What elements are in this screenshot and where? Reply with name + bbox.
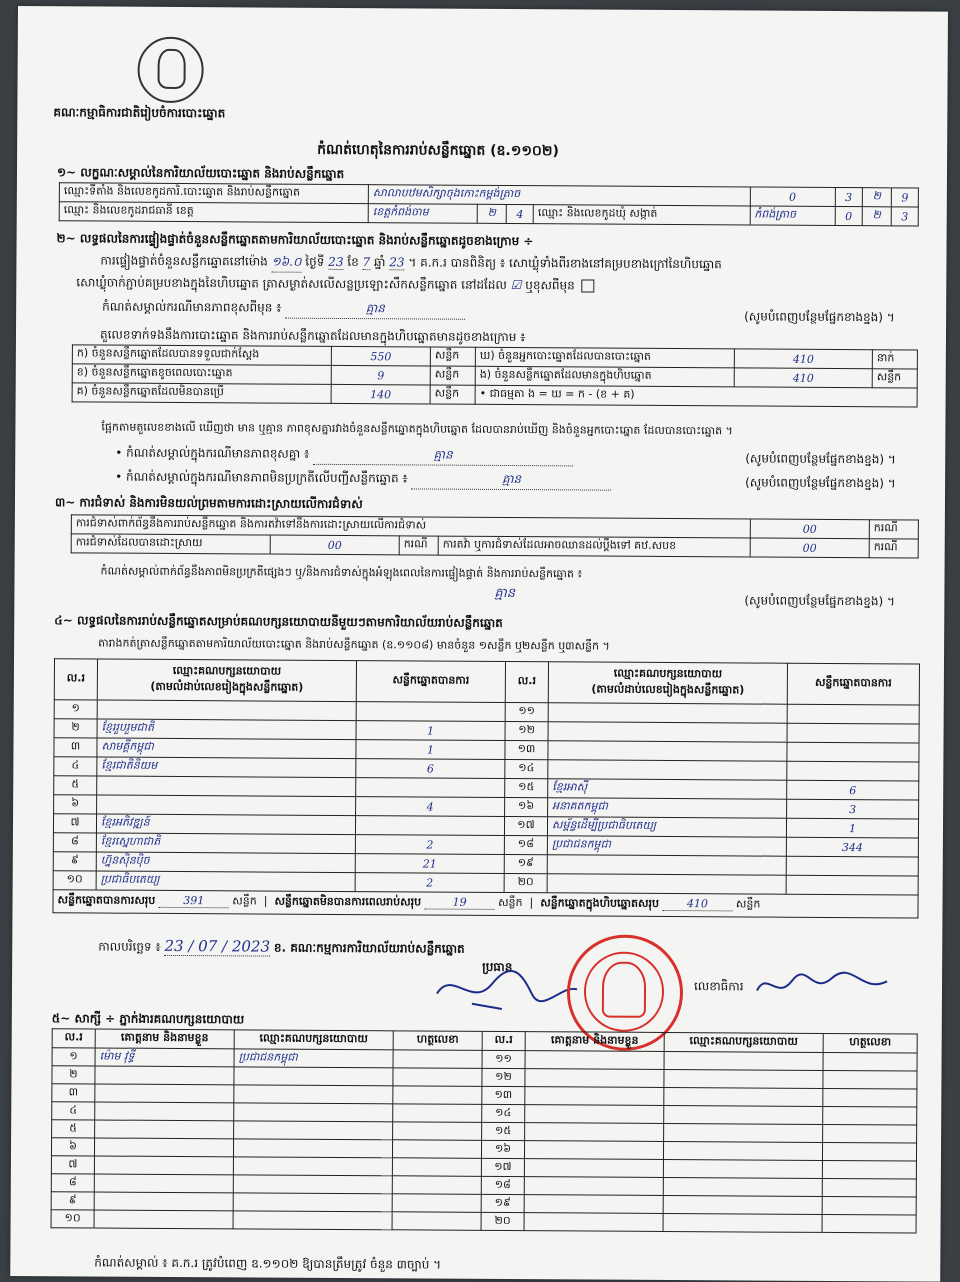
result-party: ខ្មែរជាតិនិយម — [97, 757, 356, 778]
unused-label: គ) ចំនួនសន្លឹកឆ្នោតដែលមិនបានប្រើ — [72, 383, 331, 404]
result-party-right — [547, 874, 786, 894]
resolved-unit: ករណី — [399, 536, 438, 555]
objection-note-label: កំណត់សម្គាល់ពាក់ព័ន្ធនឹងភាពមិនប្រក្រតីផ្សេងៗ ឬ/និងការជំទាស់ក្នុងអំឡុងពេលនៃការផ្ទៀងផ្ទាត់ និងការរាប់សន្លឹកឆ្នោត ៖ — [100, 564, 583, 581]
witness-party-right — [663, 1213, 822, 1232]
result-votes: 2 — [355, 835, 504, 855]
verify-line1-tail: ។ គ.ក.រ បានពិនិត្យ ៖ សោឃ្លុំទាំងពីរខាងនៅគម្របខាងក្រៅនៃហិបឆ្នោត — [408, 255, 722, 272]
witness-no-right: ១៣ — [482, 1086, 525, 1104]
diff-note — [115, 445, 573, 467]
col-no-right: ល.រ — [505, 661, 548, 702]
witness-table — [51, 1028, 918, 1233]
verify-year: 23 — [389, 255, 405, 270]
w-col-no-right: ល.រ — [482, 1031, 525, 1050]
same-checkbox[interactable]: ☑ — [510, 278, 522, 293]
verify-year-label: ឆ្នាំ — [374, 255, 386, 270]
result-no: ៤ — [54, 757, 97, 776]
result-party-right — [548, 760, 787, 780]
col-votes: សន្លឹកឆ្នោតបានការ — [356, 661, 505, 703]
objection-note-hint: (សូមបំពេញបន្ថែមផ្នែកខាងខ្នង) ។ — [744, 593, 896, 609]
result-no: ៨ — [53, 833, 96, 852]
witness-name-right — [525, 1123, 664, 1142]
received-label: ក) ចំនួនសន្លឹកឆ្នោតដែលបានទទួលជាក់ស្តែង — [72, 345, 331, 366]
witness-party — [234, 1085, 393, 1104]
total-invalid-label: សន្លឹកឆ្នោតមិនបានការពេលរាប់សរុប — [274, 894, 422, 909]
station-code-2: 3 — [835, 187, 862, 206]
total-box: 410 — [662, 897, 732, 911]
changed-checkbox[interactable] — [582, 279, 595, 292]
objection-value: 00 — [750, 519, 869, 539]
party-results-table — [52, 658, 920, 918]
result-party: ខ្មែរស្នេហាជាតិ — [96, 833, 355, 854]
witness-no-right: ១៨ — [481, 1176, 524, 1194]
date-label: កាលបរិច្ឆេទ ៖ — [98, 939, 161, 954]
diff-note-label: • កំណត់សម្គាល់ក្នុងករណីមានភាពខុសគ្នា ៖ — [115, 445, 310, 461]
verify-line1 — [100, 253, 721, 276]
spoiled-label: ខ) ចំនួនសន្លឹកឆ្នោតខូចពេលបោះឆ្នោត — [72, 364, 331, 385]
result-votes-right: 1 — [786, 818, 918, 838]
verify-month-label: ខែ — [347, 255, 359, 270]
w-col-no: ល.រ — [52, 1029, 95, 1048]
witness-name-right — [524, 1159, 663, 1178]
section3-heading: ៣~ ការជំទាស់ និងការមិនយល់ព្រមតាមការដោះស្រាយលើការជំទាស់ — [54, 495, 363, 512]
col-party-right-title: ឈ្មោះគណបក្សនយោបាយ — [613, 666, 723, 681]
witness-sign-right — [822, 1214, 916, 1233]
result-party: ខ្មែររួបរួមជាតិ — [97, 719, 356, 740]
witness-sign — [392, 1212, 481, 1231]
witness-party — [234, 1121, 393, 1140]
result-no-right: ១៦ — [505, 797, 548, 816]
result-no: ៣ — [54, 738, 97, 757]
result-no-right: ១៣ — [505, 740, 548, 759]
witness-sign-right — [823, 1070, 917, 1089]
result-votes — [356, 702, 505, 722]
w-col-sign-right: ហត្ថលេខា — [823, 1033, 917, 1053]
commune-code-1: 0 — [835, 206, 862, 225]
witness-name — [94, 1174, 233, 1193]
witness-sign — [393, 1050, 482, 1069]
witness-sign — [392, 1194, 481, 1213]
appeal-value: 00 — [750, 538, 869, 558]
result-party: ខ្មែរអភិវឌ្ឍន៍ — [96, 814, 355, 835]
result-no-right: ១៧ — [504, 816, 547, 835]
witness-party-right — [664, 1069, 823, 1088]
change-note-label: កំណត់សម្គាល់ករណីមានភាពខុសពីមុន ៖ — [102, 299, 282, 315]
result-votes-right — [786, 856, 918, 876]
verify-time-label: ការផ្ទៀងផ្ទាត់ចំនួនសន្លឹកឆ្នោតនៅម៉ោង — [100, 253, 268, 269]
result-votes: 1 — [356, 740, 505, 760]
station-code-3: ២ — [862, 188, 891, 207]
witness-sign — [393, 1104, 482, 1123]
witness-party-right — [663, 1195, 822, 1214]
result-no-right: ២០ — [504, 873, 547, 892]
total-invalid-unit: សន្លឹក — [498, 895, 523, 910]
objection-table — [71, 514, 919, 558]
witness-name-right — [525, 1051, 664, 1070]
result-party-right: សម្ព័ន្ធដើម្បីប្រជាធិបតេយ្យ — [547, 817, 786, 837]
witness-party-right — [663, 1159, 822, 1178]
result-votes — [356, 778, 505, 798]
irreg-note-value: គ្មាន — [411, 470, 611, 490]
result-party — [97, 795, 356, 816]
result-votes-right: 6 — [787, 780, 919, 800]
witness-sign-right — [822, 1178, 916, 1197]
witness-sign-right — [822, 1160, 916, 1179]
result-no: ៦ — [54, 795, 97, 814]
witness-sign — [392, 1140, 481, 1159]
verify-line2-text: សោឃ្លុំចាក់ភ្ជាប់គម្របខាងក្នុងនៃហិបឆ្នោត ត្រាសម្ងាត់សលើសន្លប្រឡោះសឹកសន្លឹកឆ្នោត នៅដដែល — [76, 275, 507, 292]
committee-label: ខ. គណៈកម្មការការិយាល័យរាប់សន្លឹកឆ្នោត — [273, 940, 465, 956]
voters-label: ឃ) ចំនួនអ្នកបោះឆ្នោតដែលបានបោះឆ្នោត — [475, 347, 734, 368]
witness-party-right — [664, 1087, 823, 1106]
verify-day: 23 — [328, 254, 344, 269]
witness-name-right — [524, 1141, 663, 1160]
witness-name — [95, 1066, 234, 1085]
date-line — [98, 937, 465, 959]
objection-note-value: គ្មាន — [494, 585, 516, 602]
total-valid-unit: សន្លឹក — [232, 894, 257, 908]
witness-sign-right — [823, 1088, 917, 1107]
total-box-label: សន្លឹកឆ្នោតក្នុងហិបឆ្នោតសរុប — [540, 896, 659, 910]
col-votes-right: សន្លឹកឆ្នោតបានការ — [787, 663, 919, 705]
witness-sign-right — [823, 1106, 917, 1125]
result-votes — [355, 816, 504, 836]
witness-no: ៨ — [51, 1174, 94, 1192]
witness-name-right — [525, 1087, 664, 1106]
witness-name — [94, 1156, 233, 1175]
col-party-title: ឈ្មោះគណបក្សនយោបាយ — [172, 663, 282, 678]
province-label: ឈ្មោះ និងលេខកូដរាជធានី ខេត្ត — [59, 202, 368, 223]
result-votes: 4 — [356, 797, 505, 817]
date-value: 23 / 07 / 2023 — [164, 936, 271, 956]
province-value: ខេត្តកំពង់ចាម — [368, 204, 477, 224]
witness-no-right: ២០ — [481, 1212, 524, 1230]
station-code-1: 0 — [750, 187, 835, 207]
witness-name-right — [524, 1213, 663, 1232]
result-votes-right — [787, 761, 919, 781]
witness-no: ៥ — [52, 1120, 95, 1138]
result-no: ១ — [54, 700, 97, 719]
commune-value: កំពង់ត្រាច — [750, 206, 835, 226]
result-votes-right — [787, 704, 919, 724]
witness-no: ១ — [52, 1048, 95, 1066]
witness-name — [95, 1084, 234, 1103]
nec-emblem-icon — [137, 37, 203, 103]
irreg-note — [115, 469, 611, 491]
secretary-signature-icon — [752, 966, 892, 1007]
w-col-name: គោត្តនាម និងនាមខ្លួន — [95, 1029, 234, 1049]
station-label: ឈ្មោះទីតាំង និងលេខកូដការិ.បោះឆ្នោត និងរាប់សន្លឹកឆ្នោត — [59, 183, 368, 204]
result-votes-right — [787, 742, 919, 762]
location-table — [59, 182, 919, 226]
section4-heading: ៤~ លទ្ធផលនៃការរាប់សន្លឹកឆ្នោតសម្រាប់គណបក្សនយោបាយនីមួយៗតាមការិយាល័យរាប់សន្លឹកឆ្នោត — [54, 613, 503, 630]
witness-party — [233, 1175, 392, 1194]
spoiled-unit: សន្លឹក — [430, 366, 475, 385]
verify-day-label: ថ្ងៃទី — [305, 254, 325, 269]
compare-line: ផ្អែកតាមតួលេខខាងលើ ឃើញថា មាន ឬគ្មាន ភាពខុសគ្នារវាងចំនួនសន្លឹកឆ្នោតក្នុងហិបឆ្នោត ដែលបានរាប់ឃើញ និងចំនួនអ្នកបោះឆ្នោត ដែលបានបោះឆ្នោត ។ — [101, 420, 733, 438]
unused-value: 140 — [331, 384, 430, 404]
province-code-1: ២ — [477, 204, 506, 223]
result-votes: 1 — [356, 721, 505, 741]
org-name: គណៈកម្មាធិការជាតិរៀបចំការបោះឆ្នោត — [53, 105, 226, 121]
station-value: សាលាបឋមសិក្សាចុងកោះកម្ពង់ត្រាច — [368, 185, 750, 206]
witness-sign-right — [823, 1052, 917, 1071]
irreg-note-label: • កំណត់សម្គាល់ក្នុងករណីមានភាពមិនប្រក្រតីលើបញ្ជីសន្លឹកឆ្នោត ៖ — [115, 469, 408, 486]
witness-no: ៤ — [52, 1102, 95, 1120]
appeal-label: ការតវ៉ា ឬការជំទាស់ដែលអាចឈានដល់ប្តឹងទៅ គឋ.សបខ — [438, 536, 750, 557]
witness-name — [94, 1210, 233, 1229]
ballot-count-table — [72, 344, 918, 407]
witness-no-right: ១៤ — [482, 1104, 525, 1122]
result-votes: 21 — [355, 854, 504, 874]
witness-no: ៧ — [51, 1156, 94, 1174]
voters-unit: នាក់ — [872, 350, 917, 369]
result-party: ហ្វ៊ុនស៊ិនប៉ិច — [96, 852, 355, 873]
form-sheet — [10, 6, 948, 1282]
w-col-name-right: គោត្តនាម និងនាមខ្លួន — [525, 1032, 664, 1052]
tally-intro: តារាងកត់ត្រាសន្លឹកឆ្នោតតាមការិយាល័យបោះឆ្នោត និងរាប់សន្លឹកឆ្នោត (ឧ.១១០៨) មានចំនួន ១សន្លឹក ឬ២សន្លឹក ឬ៣សន្លឹក ។ — [98, 636, 610, 653]
witness-sign — [393, 1068, 482, 1087]
result-party: ប្រជាធិបតេយ្យ — [96, 871, 355, 892]
result-votes-right — [786, 875, 918, 895]
result-party-right — [548, 703, 787, 723]
total-valid: 391 — [159, 894, 229, 908]
section2-heading: ២~ លទ្ធផលនៃការផ្ទៀងផ្ទាត់ចំនួនសន្លឹកឆ្នោតតាមការិយាល័យបោះឆ្នោត និងរាប់សន្លឹកឆ្នោតដូចខាងក្រោម ÷ — [56, 231, 534, 249]
commune-code-2: ២ — [862, 207, 891, 226]
in-box-value: 410 — [734, 368, 872, 388]
result-votes-right — [787, 723, 919, 743]
witness-party-right — [664, 1105, 823, 1124]
col-party-right-sub: (តាមលំដាប់លេខរៀងក្នុងសន្លឹកឆ្នោត) — [591, 682, 745, 697]
witness-name-right — [524, 1177, 663, 1196]
result-no: ៥ — [54, 776, 97, 795]
resolved-label: ការជំទាស់ដែលបានដោះស្រាយ — [71, 534, 270, 554]
witness-no-right: ១១ — [482, 1050, 525, 1068]
witness-sign-right — [822, 1142, 916, 1161]
witness-name — [95, 1102, 234, 1121]
witness-no: ៣ — [52, 1084, 95, 1102]
witness-name-right — [525, 1069, 664, 1088]
result-no: ១០ — [53, 871, 96, 890]
result-no-right: ១១ — [505, 702, 548, 721]
witness-name — [94, 1138, 233, 1157]
witness-no: ២ — [52, 1066, 95, 1084]
result-no-right: ១៤ — [505, 759, 548, 778]
totals-row: សន្លឹកឆ្នោតបានការសរុប 391 សន្លឹក | សន្លឹកឆ្នោតមិនបានការពេលរាប់សរុប 19 សន្លឹក | សន្លឹកឆ្នោតក្នុងហិបឆ្នោតសរុប 410 សន្លឹក — [53, 890, 918, 918]
witness-party — [233, 1211, 392, 1230]
change-note-value: គ្មាន — [285, 300, 465, 320]
witness-no: ១០ — [51, 1210, 94, 1228]
result-party-right: ខ្មែរអាស៊ី — [548, 779, 787, 799]
result-party: សាមគ្គីកម្ពុជា — [97, 738, 356, 759]
witness-name — [94, 1192, 233, 1211]
witness-no-right: ១៧ — [481, 1158, 524, 1176]
witness-party — [233, 1193, 392, 1212]
chair-signature-icon — [432, 964, 582, 1025]
irreg-note-hint: (សូមបំពេញបន្ថែមផ្នែកខាងខ្នង) ។ — [745, 475, 896, 491]
objection-label: ការជំទាស់ពាក់ព័ន្ធនឹងការរាប់សន្លឹកឆ្នោត និងការតវ៉ាទៅនឹងការដោះស្រាយលើការជំទាស់ — [71, 515, 750, 538]
witness-party — [234, 1103, 393, 1122]
witness-no: ៩ — [51, 1192, 94, 1210]
result-party — [97, 700, 356, 721]
witness-sign — [393, 1086, 482, 1105]
witness-party-right — [664, 1051, 823, 1070]
resolved-value: 00 — [270, 535, 399, 555]
witness-party-right — [663, 1141, 822, 1160]
witness-name — [95, 1120, 234, 1139]
witness-no-right: ១៩ — [481, 1194, 524, 1212]
witness-sign — [393, 1122, 482, 1141]
w-col-party-right: ឈ្មោះគណបក្សនយោបាយ — [664, 1032, 823, 1052]
witness-party: ប្រជាជនកម្ពុជា — [234, 1049, 393, 1068]
objection-unit: ករណី — [869, 520, 918, 539]
result-no-right: ១៩ — [504, 854, 547, 873]
witness-sign — [392, 1176, 481, 1195]
witness-no: ៦ — [51, 1138, 94, 1156]
result-no-right: ១៥ — [505, 778, 548, 797]
witness-no-right: ១៥ — [482, 1122, 525, 1140]
w-col-sign: ហត្ថលេខា — [393, 1031, 482, 1051]
witness-party-right — [664, 1123, 823, 1142]
witness-party-right — [663, 1177, 822, 1196]
verify-line2 — [76, 274, 597, 295]
spoiled-value: 9 — [331, 365, 430, 385]
total-box-unit: សន្លឹក — [735, 897, 761, 911]
witness-no-right: ១២ — [482, 1068, 525, 1086]
witness-name: ម៉ោម វុទ្ធី — [95, 1048, 234, 1067]
result-party-right — [547, 855, 786, 875]
commune-label: ឈ្មោះ និងលេខកូដឃុំ សង្កាត់ — [533, 205, 750, 225]
witness-party — [233, 1157, 392, 1176]
total-invalid: 19 — [425, 896, 495, 910]
w-col-party: ឈ្មោះគណបក្សនយោបាយ — [234, 1030, 393, 1050]
witness-no-right: ១៦ — [481, 1140, 524, 1158]
col-party-sub: (តាមលំដាប់លេខរៀងក្នុងសន្លឹកឆ្នោត) — [150, 679, 304, 694]
col-party-right — [548, 662, 787, 704]
secretary-label: លេខាធិការ — [693, 979, 744, 994]
appeal-unit: ករណី — [869, 539, 918, 558]
changed-label: ឬខុសពីមុន — [525, 278, 575, 293]
unused-unit: សន្លឹក — [430, 385, 475, 404]
result-votes-right: 344 — [786, 837, 918, 857]
verify-month: 7 — [362, 255, 371, 270]
col-party — [97, 659, 356, 702]
result-votes: 2 — [355, 873, 504, 893]
form-title: កំណត់ហេតុនៃការរាប់សន្លឹកឆ្នោត (ឧ.១១០២) — [317, 141, 559, 160]
result-no-right: ១៨ — [504, 835, 547, 854]
result-party — [97, 776, 356, 797]
total-valid-label: សន្លឹកឆ្នោតបានការសរុប — [57, 893, 156, 907]
result-votes: 6 — [356, 759, 505, 779]
formula-note: • ជាធម្មតា ង = ឃ = ក - (ខ + គ) — [475, 385, 917, 407]
diff-note-value: គ្មាន — [313, 446, 573, 467]
received-unit: សន្លឹក — [430, 347, 475, 366]
result-no-right: ១២ — [505, 721, 548, 740]
col-no: ល.រ — [54, 659, 97, 700]
result-no: ៩ — [53, 852, 96, 871]
commune-code-3: 3 — [891, 207, 918, 226]
verify-time: ១៦.០ — [272, 254, 302, 273]
witness-sign-right — [822, 1196, 916, 1215]
witness-sign — [392, 1158, 481, 1177]
province-code-2: 4 — [506, 204, 533, 223]
witness-name-right — [524, 1195, 663, 1214]
result-votes-right: 3 — [787, 799, 919, 819]
results-intro: តួលេខទាក់ទងនឹងការបោះឆ្នោត និងការរាប់សន្លឹកឆ្នោតដែលមានក្នុងហិបឆ្នោតមានដូចខាងក្រោម ៖ — [99, 327, 526, 345]
section5-heading: ៥~ សាក្សី ÷ ភ្នាក់ងារគណបក្សនយោបាយ — [51, 1011, 245, 1027]
voters-value: 410 — [734, 349, 872, 369]
result-party-right: ប្រជាជនកម្ពុជា — [547, 836, 786, 856]
result-no: ២ — [54, 719, 97, 738]
witness-party — [233, 1139, 392, 1158]
received-value: 550 — [331, 346, 430, 366]
witness-name-right — [525, 1105, 664, 1124]
result-party-right — [548, 741, 787, 761]
diff-note-hint: (សូមបំពេញបន្ថែមផ្នែកខាងខ្នង) ។ — [745, 451, 896, 467]
section1-heading: ១~ លក្ខណៈសម្គាល់នៃការិយាល័យបោះឆ្នោត និងរាប់សន្លឹកឆ្នោត — [56, 165, 345, 181]
change-note-hint: (សូមបំពេញបន្ថែមផ្នែកខាងខ្នង) ។ — [744, 309, 895, 325]
change-note — [102, 299, 465, 320]
in-box-label: ង) ចំនួនសន្លឹកឆ្នោតដែលមានក្នុងហិបឆ្នោត — [475, 366, 734, 387]
witness-party — [234, 1067, 393, 1086]
witness-sign-right — [823, 1124, 917, 1143]
result-party-right — [548, 722, 787, 742]
result-party-right: អនាគតកម្ពុជា — [548, 798, 787, 818]
station-code-4: 9 — [891, 188, 918, 207]
result-no: ៧ — [53, 814, 96, 833]
in-box-unit: សន្លឹក — [872, 369, 917, 388]
chair-label: ប្រធាន — [482, 959, 513, 975]
footer-note: កំណត់សម្គាល់ ៖ គ.ក.រ ត្រូវបំពេញ ឧ.១១០២ ឱ្យបានត្រឹមត្រូវ ចំនួន ៣ច្បាប់ ។ — [94, 1255, 442, 1272]
